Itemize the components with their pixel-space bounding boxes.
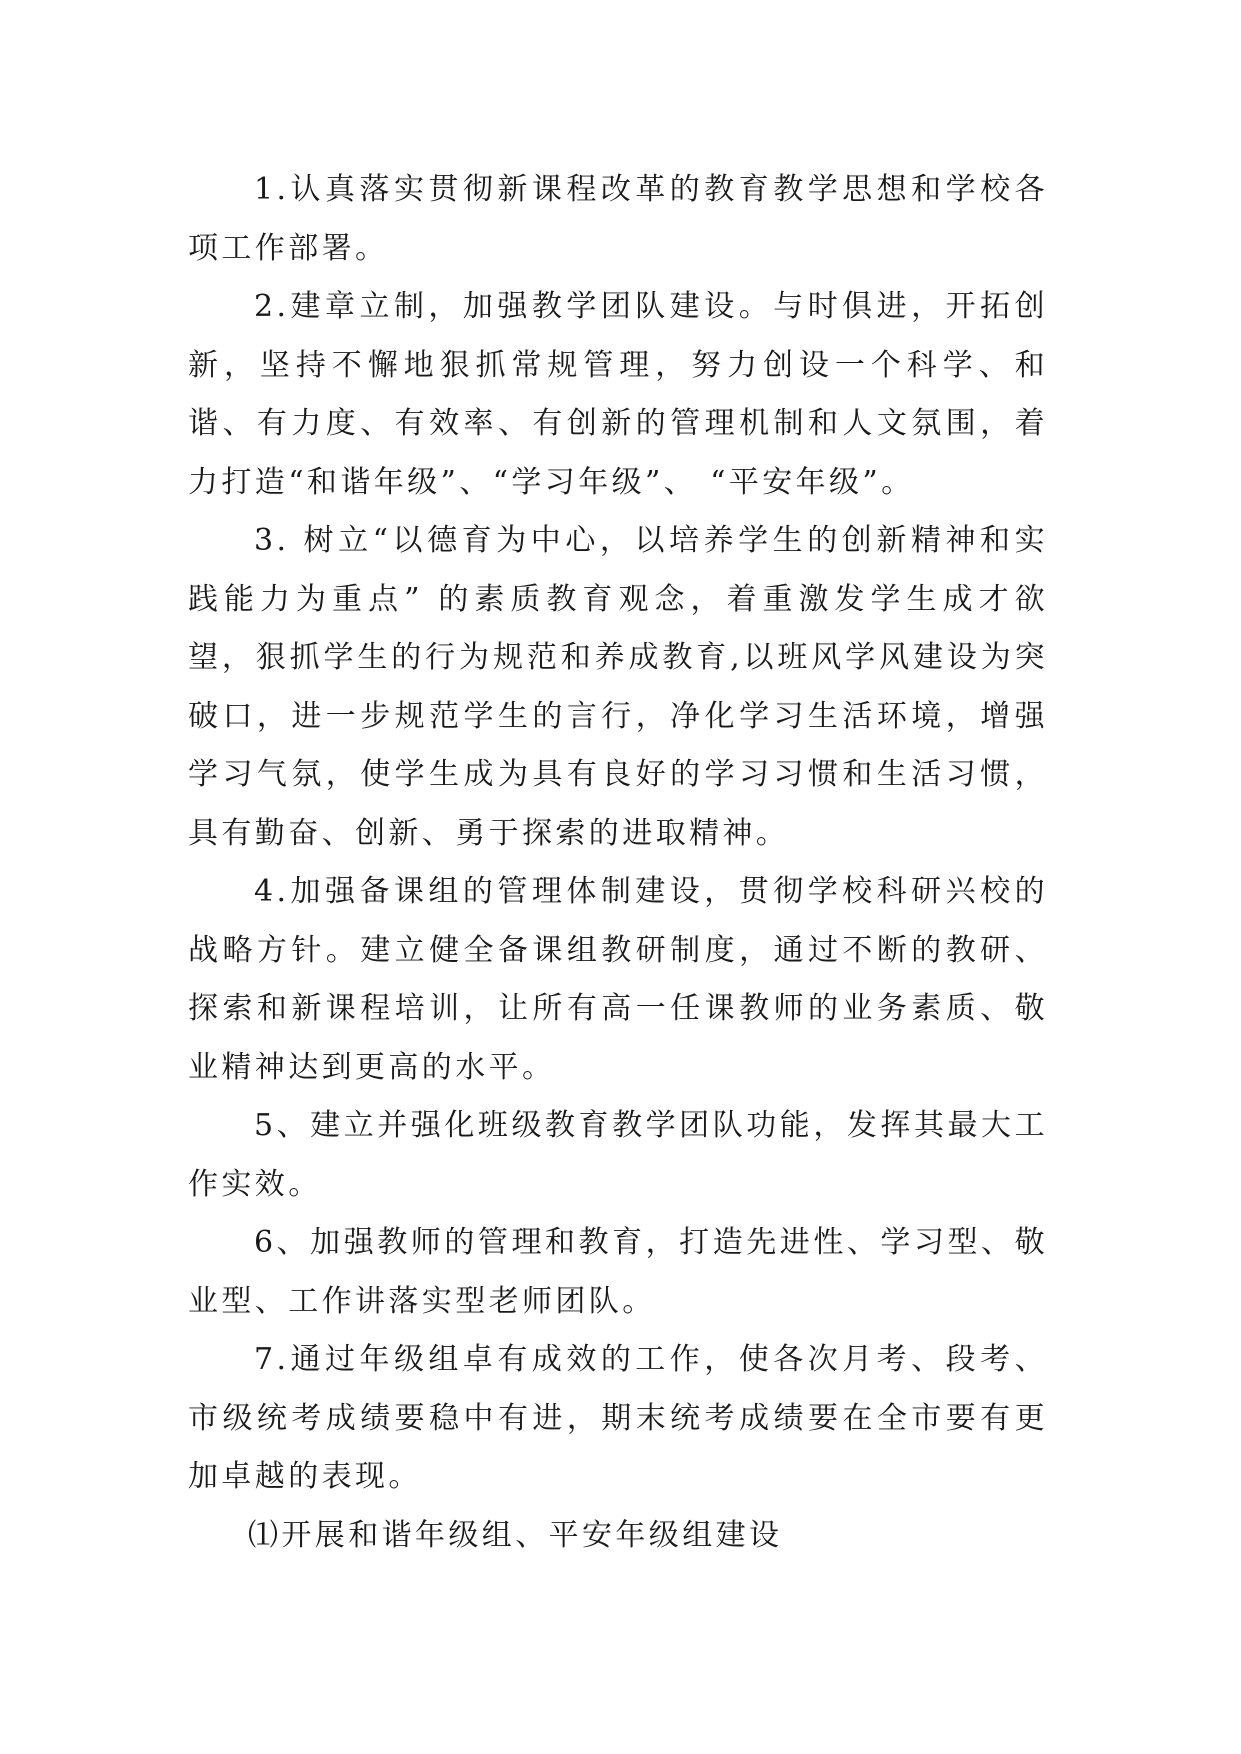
paragraph-6: 6、加强教师的管理和教育，打造先进性、学习型、敬业型、工作讲落实型老师团队。	[188, 1225, 1048, 1319]
paragraph-3: 3. 树立“以德育为中心，以培养学生的创新精神和实践能力为重点” 的素质教育观念，着重激发学生成才欲望，狠抓学生的行为规范和养成教育,以班风学风建设为突破口，进一步规范学生的言行，净化学习生活环境，增强学习气氛，使学生成为具有良好的学习习惯和生活习惯，具有勤奋、创新、勇于探索的进取精神。	[188, 523, 1048, 851]
paragraph-4: 4.加强备课组的管理体制建设，贯彻学校科研兴校的战略方针。建立健全备课组教研制度，通过不断的教研、探索和新课程培训，让所有高一任课教师的业务素质、敬业精神达到更高的水平。	[188, 874, 1048, 1085]
paragraph-1: 1.认真落实贯彻新课程改革的教育教学思想和学校各项工作部署。	[188, 172, 1048, 266]
paragraph-7: 7.通过年级组卓有成效的工作，使各次月考、段考、市级统考成绩要稳中有进，期末统考成绩要在全市要有更加卓越的表现。	[188, 1342, 1048, 1494]
paragraph-5: 5、建立并强化班级教育教学团队功能，发挥其最大工作实效。	[188, 1108, 1048, 1202]
paragraph-8: ⑴开展和谐年级组、平安年级组建设	[248, 1517, 783, 1553]
paragraph-2: 2.建章立制，加强教学团队建设。与时俱进，开拓创新，坚持不懈地狠抓常规管理，努力创设一个科学、和谐、有力度、有效率、有创新的管理机制和人文氛围，着力打造“和谐年级”、“学习年级”、 “平安年级”。	[188, 289, 1048, 500]
document-body	[188, 161, 1048, 1565]
